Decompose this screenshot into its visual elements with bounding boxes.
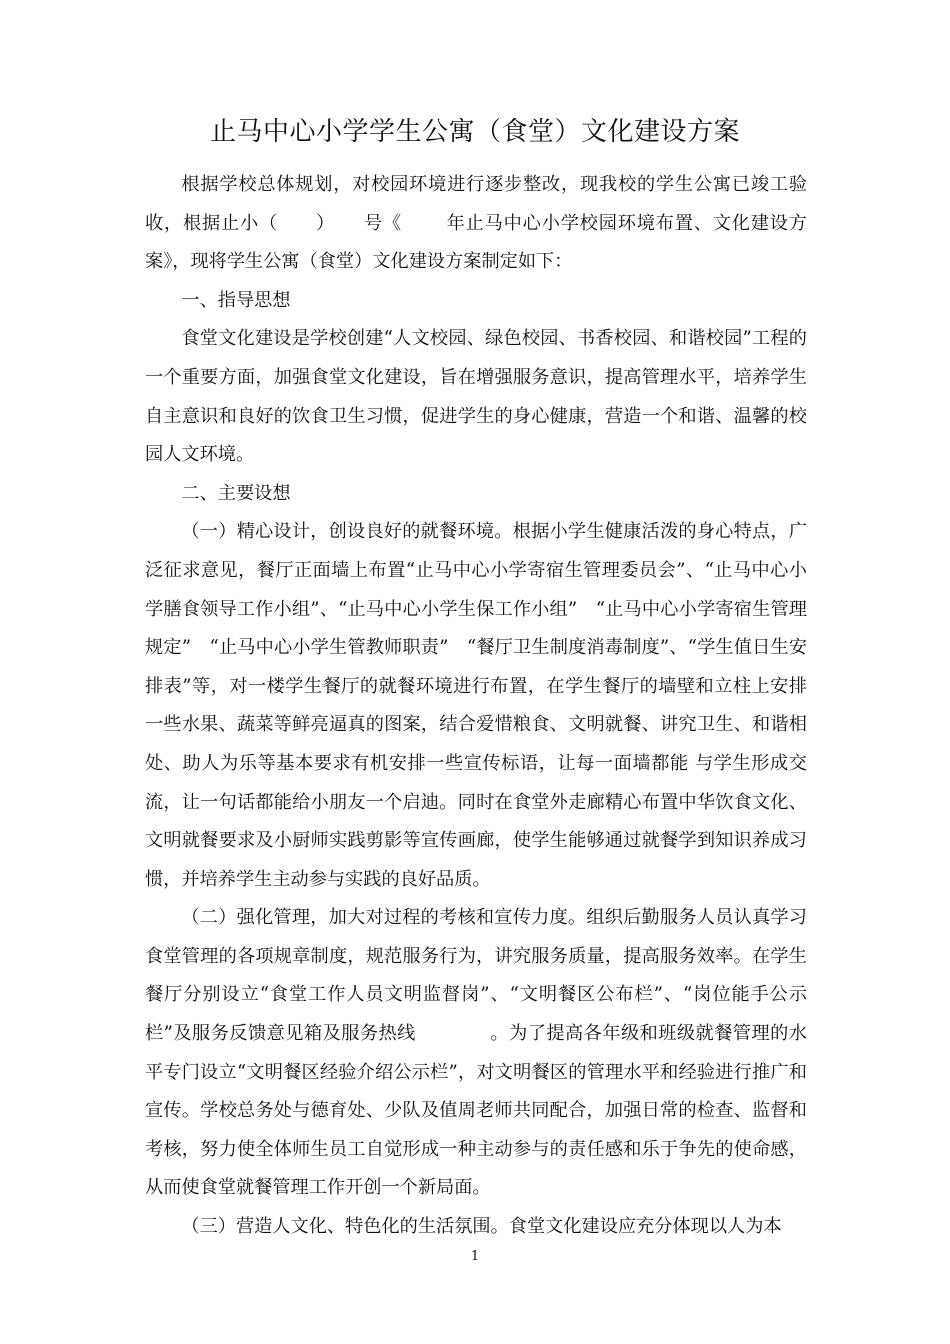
- page-number: 1: [470, 1249, 480, 1264]
- heading-guiding-ideology: 一、指导思想: [181, 289, 291, 311]
- paragraph-intro: 根据学校总体规划，对校园环境进行逐步整改，现我校的学生公寓已竣工验收，根据止小（ ） 号《 年止马中心小学校园环境布置、文化建设方案》，现将学生公寓（食堂）文化建设方案制定如下：: [145, 174, 807, 273]
- paragraph-section-2: （二）强化管理，加大对过程的考核和宣传力度。组织后勤服务人员认真学习食堂管理的各项规章制度，规范服务行为，讲究服务质量，提高服务效率。在学生餐厅分别设立“食堂工作人员文明监督岗”、“文明餐区公布栏”、“岗位能手公示栏”及服务反馈意见箱及服务热线 。为了提高各年级和班级就餐管理的水平专门设立“文明餐区经验介绍公示栏”，对文明餐区的管理水平和经验进行推广和宣传。学校总务处与德育处、少队及值周老师共同配合，加强日常的检查、监督和考核，努力使全体师生员工自觉形成一种主动参与的责任感和乐于争先的使命感，从而使食堂就餐管理工作开创一个新局面。: [145, 907, 807, 1199]
- document-title: 止马中心小学学生公寓（食堂）文化建设方案: [209, 117, 740, 147]
- document-body: [145, 166, 807, 1247]
- paragraph-section-3: （三）营造人文化、特色化的生活氛围。食堂文化建设应充分体现以人为本: [181, 1216, 782, 1238]
- paragraph-section-1: （一）精心设计，创设良好的就餐环境。根据小学生健康活泼的身心特点，广泛征求意见，餐厅正面墙上布置“止马中心小学寄宿生管理委员会”、“止马中心小学膳食领导工作小组”、“止马中心小学生保工作小组” “止马中心小学寄宿生管理规定” “止马中心小学生管教师职责” “餐厅卫生制度消毒制度”、“学生值日生安排表”等，对一楼学生餐厅的就餐环境进行布置，在学生餐厅的墙壁和立柱上安排一些水果、蔬菜等鲜亮逼真的图案，结合爱惜粮食、文明就餐、讲究卫生、和谐相处、助人为乐等基本要求有机安排一些宣传标语，让每一面墙都能 与学生形成交流，让一句话都能给小朋友一个启迪。同时在食堂外走廊精心布置中华饮食文化、文明就餐要求及小厨师实践剪影等宣传画廊，使学生能够通过就餐学到知识养成习惯，并培养学生主动参与实践的良好品质。: [145, 521, 807, 890]
- heading-main-ideas: 二、主要设想: [181, 482, 291, 504]
- paragraph-guiding-ideology: 食堂文化建设是学校创建“人文校园、绿色校园、书香校园、和谐校园”工程的一个重要方面，加强食堂文化建设，旨在增强服务意识，提高管理水平，培养学生自主意识和良好的饮食卫生习惯，促进学生的身心健康，营造一个和谐、温馨的校园人文环境。: [145, 328, 807, 466]
